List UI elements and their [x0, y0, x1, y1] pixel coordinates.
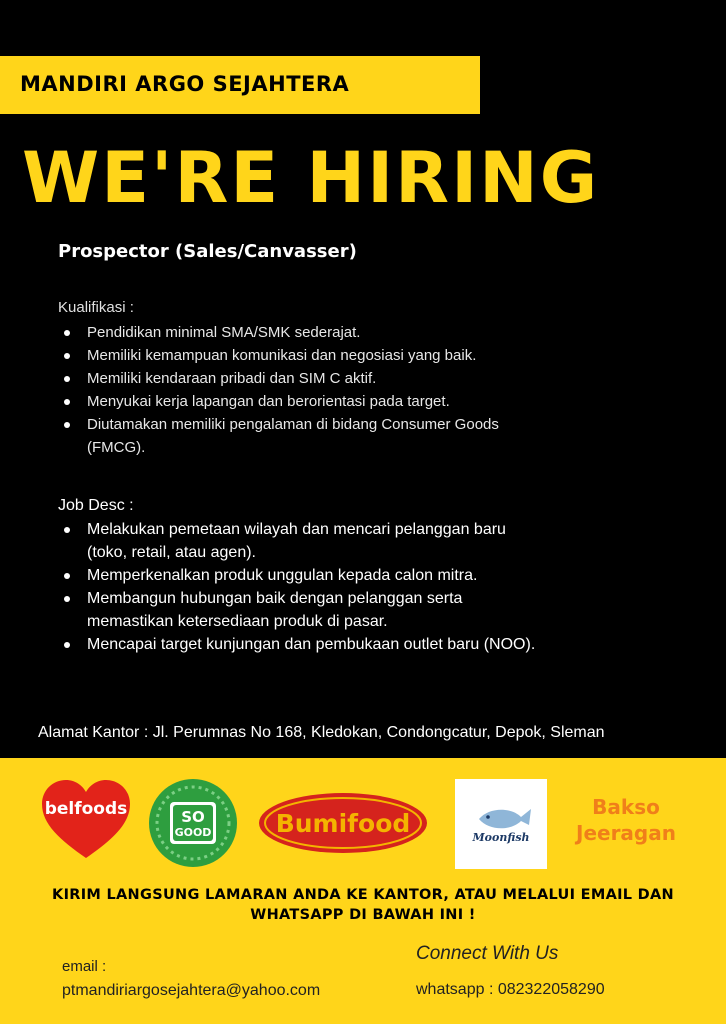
bullet-icon	[64, 399, 70, 405]
email-address[interactable]: ptmandiriargosejahtera@yahoo.com	[62, 982, 321, 999]
list-item: Mencapai target kunjungan dan pembukaan outlet baru (NOO).	[58, 633, 557, 656]
sogood-wordmark-top: SO	[181, 808, 205, 826]
job-desc-label: Job Desc :	[58, 497, 134, 514]
company-name: MANDIRI ARGO SEJAHTERA	[20, 72, 350, 96]
bakso-wordmark-line1: Bakso	[592, 795, 660, 819]
bullet-icon	[64, 573, 70, 579]
position-title: Prospector (Sales/Canvasser)	[58, 241, 357, 262]
bakso-wordmark-line2: Jeeragan	[576, 821, 676, 845]
moonfish-logo	[455, 779, 547, 869]
bullet-icon	[64, 376, 70, 382]
list-item: Memiliki kendaraan pribadi dan SIM C aktif.	[58, 367, 558, 390]
qualifications-list	[58, 321, 558, 459]
belfoods-wordmark: belfoods	[44, 799, 128, 819]
bullet-icon	[64, 527, 70, 533]
bullet-icon	[64, 642, 70, 648]
list-item: Diutamakan memiliki pengalaman di bidang Consumer Goods (FMCG).	[58, 413, 527, 459]
qualifications-label: Kualifikasi :	[58, 299, 134, 316]
office-address: Alamat Kantor : Jl. Perumnas No 168, Kledokan, Condongcatur, Depok, Sleman	[38, 724, 605, 741]
bullet-icon	[64, 422, 70, 428]
bullet-icon	[64, 353, 70, 359]
bullet-icon	[64, 596, 70, 602]
whatsapp-number[interactable]: whatsapp : 082322058290	[416, 981, 605, 998]
bumifood-logo	[258, 792, 428, 854]
sogood-wordmark-bottom: GOOD	[174, 826, 212, 839]
list-item: Pendidikan minimal SMA/SMK sederajat.	[58, 321, 558, 344]
moonfish-wordmark: Moonfish	[472, 831, 530, 844]
bumifood-wordmark: Bumifood	[275, 809, 411, 838]
list-item: Memperkenalkan produk unggulan kepada calon mitra.	[58, 564, 558, 587]
connect-heading: Connect With Us	[416, 943, 559, 964]
list-item: Melakukan pemetaan wilayah dan mencari pelanggan baru (toko, retail, atau agen).	[58, 518, 537, 564]
email-label: email :	[62, 958, 107, 975]
bakso-jeeragan-logo	[566, 790, 684, 850]
bullet-icon	[64, 330, 70, 336]
list-item: Memiliki kemampuan komunikasi dan negosiasi yang baik.	[58, 344, 558, 367]
list-item: Membangun hubungan baik dengan pelanggan serta memastikan ketersediaan produk di pasar.	[58, 587, 537, 633]
sogood-logo	[148, 778, 238, 868]
list-item: Menyukai kerja lapangan dan berorientasi pada target.	[58, 390, 558, 413]
job-desc-list	[58, 518, 558, 656]
belfoods-logo	[40, 778, 132, 860]
call-to-action: KIRIM LANGSUNG LAMARAN ANDA KE KANTOR, ATAU MELALUI EMAIL DAN WHATSAPP DI BAWAH INI !	[52, 887, 674, 923]
hiring-headline: WE'RE HIRING	[22, 137, 600, 219]
